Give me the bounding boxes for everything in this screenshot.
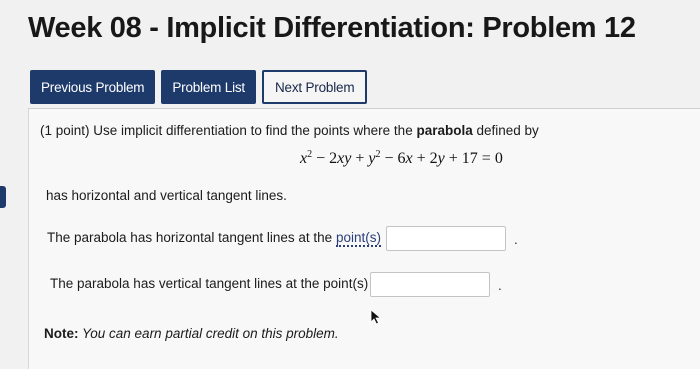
eq-y: y: [368, 150, 376, 167]
eq-exp-x: 2: [307, 149, 313, 160]
vertical-answer-input[interactable]: [370, 272, 490, 297]
horizontal-period: .: [514, 232, 518, 247]
side-tab[interactable]: [0, 186, 6, 208]
problem-list-button[interactable]: Problem List: [161, 70, 256, 104]
previous-problem-button[interactable]: Previous Problem: [30, 70, 155, 104]
problem-statement: [40, 123, 539, 138]
next-problem-button[interactable]: Next Problem: [262, 70, 367, 104]
eq-plus-17: + 17 = 0: [444, 150, 503, 167]
eq-x: x: [300, 150, 308, 167]
horizontal-label: The parabola has horizontal tangent lines at the: [47, 230, 336, 245]
statement-prefix: (1 point) Use implicit differentiation to find the points where the: [40, 123, 417, 138]
eq-xy: xy: [337, 150, 352, 167]
horizontal-question: [47, 230, 381, 245]
statement-suffix: defined by: [472, 123, 539, 138]
eq-exp-y: 2: [375, 149, 381, 160]
horizontal-answer-input[interactable]: [386, 226, 506, 251]
eq-x2: x: [405, 150, 413, 167]
points-help-link[interactable]: point(s): [335, 230, 381, 245]
eq-plus-2: + 2: [412, 150, 438, 167]
parabola-equation: [300, 150, 503, 168]
partial-credit-note: [44, 326, 339, 341]
vertical-period: .: [498, 278, 502, 293]
mouse-pointer-icon: [370, 309, 382, 325]
note-label: Note:: [44, 326, 79, 341]
problem-navigation: [30, 70, 367, 104]
parabola-term: parabola: [416, 123, 473, 138]
statement-continuation: has horizontal and vertical tangent lines.: [46, 188, 287, 203]
page-title: Week 08 - Implicit Differentiation: Problem 12: [28, 12, 636, 44]
eq-plus: +: [351, 150, 369, 167]
eq-y2: y: [437, 150, 445, 167]
eq-minus-6: − 6: [380, 150, 406, 167]
note-text: You can earn partial credit on this problem.: [78, 326, 339, 341]
vertical-label: The parabola has vertical tangent lines at the point(s): [50, 276, 369, 291]
eq-minus-2: − 2: [312, 150, 338, 167]
